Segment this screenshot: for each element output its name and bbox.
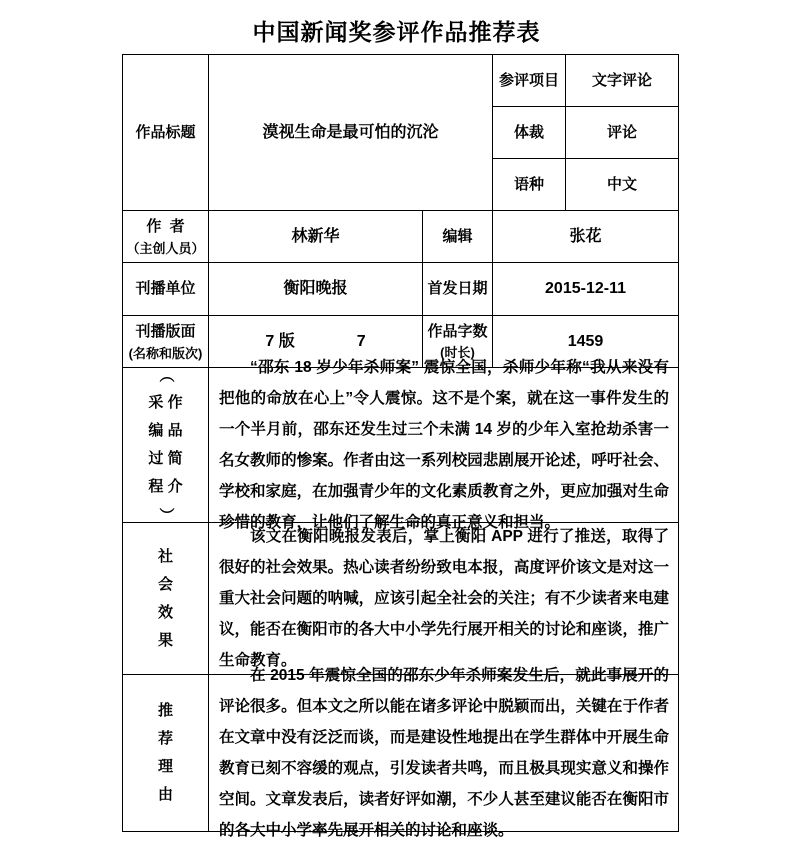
edition-number: 7 bbox=[356, 332, 366, 350]
language-row bbox=[493, 159, 679, 211]
row-recommendation bbox=[123, 667, 679, 839]
vertical-close-bracket: ） bbox=[157, 507, 175, 523]
recommendation-label-char: 理 bbox=[157, 758, 173, 775]
recommendation-label-char: 荐 bbox=[157, 730, 173, 747]
entry-category-row bbox=[493, 55, 679, 107]
work-summary-label-line: 程 介 bbox=[148, 478, 183, 495]
row-publisher bbox=[123, 263, 679, 316]
recommendation-cell bbox=[209, 667, 679, 839]
social-effect-label-char: 社 bbox=[157, 547, 173, 565]
word-count-label-line2: (时长) bbox=[440, 344, 475, 360]
social-effect-cell bbox=[209, 523, 679, 675]
page-title: 中国新闻奖参评作品推荐表 bbox=[252, 19, 541, 45]
recommendation-text: 在 2015 年震惊全国的邵东少年杀师案发生后，就此事展开的评论很多。但本文之所以能在诸多评论中脱颖而出，关键在于作者在文章中没有泛泛而谈，而是建设性地提出在学生群体中开展生命教育已刻不容缓的观点，引发读者共鸣，而且极具现实意义和操作空间。文章发表后，读者好评如潮，不少人甚至建议能否在衡阳市的各大中小学率先展开相关的讨论和座谈。 bbox=[219, 667, 669, 839]
recommendation-label bbox=[123, 675, 209, 832]
edition-name: 7 版 bbox=[265, 332, 295, 350]
entry-meta-subtable bbox=[493, 55, 679, 211]
genre-label: 体裁 bbox=[493, 107, 566, 159]
author-label bbox=[123, 211, 209, 263]
first-publish-date-value: 2015-12-11 bbox=[493, 263, 679, 316]
recommendation-label-char: 由 bbox=[157, 786, 173, 803]
author-value: 林新华 bbox=[209, 211, 423, 263]
vertical-open-bracket: （ bbox=[157, 367, 175, 383]
publisher-value: 衡阳晚报 bbox=[209, 263, 423, 316]
author-label-line1: 作 者 bbox=[146, 217, 185, 235]
edition-label-line1: 刊播版面 bbox=[135, 322, 196, 340]
word-count-value: 1459 bbox=[493, 316, 679, 368]
social-effect-label-char: 果 bbox=[157, 631, 173, 649]
row-social-effect bbox=[123, 523, 679, 675]
social-effect-label-char: 会 bbox=[157, 575, 173, 593]
work-summary-label bbox=[123, 368, 209, 523]
work-summary-label-line: 过 简 bbox=[148, 450, 183, 467]
word-count-label-line1: 作品字数 bbox=[427, 322, 488, 340]
work-title-label: 作品标题 bbox=[123, 55, 209, 211]
social-effect-label-char: 效 bbox=[157, 603, 173, 621]
work-summary-label-line: 采 作 bbox=[148, 394, 183, 411]
editor-value: 张花 bbox=[493, 211, 679, 263]
first-publish-date-label: 首发日期 bbox=[423, 263, 493, 316]
form-table bbox=[122, 54, 679, 839]
work-summary-label-line: 编 品 bbox=[148, 422, 183, 439]
genre-value: 评论 bbox=[566, 107, 679, 159]
language-value: 中文 bbox=[566, 159, 679, 211]
social-effect-label bbox=[123, 523, 209, 675]
publisher-label: 刊播单位 bbox=[123, 263, 209, 316]
row-author bbox=[123, 211, 679, 263]
author-label-line2: （主创人员） bbox=[126, 240, 205, 256]
entry-category-label: 参评项目 bbox=[493, 55, 566, 107]
social-effect-text: 该文在衡阳晚报发表后，掌上衡阳 APP 进行了推送，取得了很好的社会效果。热心读者纷纷致电本报，高度评价该文是对这一重大社会问题的呐喊，应该引起全社会的关注；有不少读者来电建议，能否在衡阳市的各大中小学先行展开相关的讨论和座谈，推广生命教育。 bbox=[219, 528, 669, 669]
genre-row bbox=[493, 107, 679, 159]
work-summary-cell bbox=[209, 359, 679, 531]
edition-label-line2: (名称和版次) bbox=[128, 345, 203, 361]
work-title-value: 漠视生命是最可怕的沉沦 bbox=[209, 55, 493, 211]
language-label: 语种 bbox=[493, 159, 566, 211]
edition-label bbox=[123, 316, 209, 368]
work-summary-text: “邵东 18 岁少年杀师案” 震惊全国，杀师少年称“我从来没有把他的命放在心上”令人震惊。这不是个案，就在这一事件发生的一个半月前，邵东还发生过三个未满 14 岁的少年入室抢劫杀害一名女教师的惨案。作者由这一系列校园悲剧展开论述，呼吁社会、学校和家庭，在加强青少年的文化素质教育之外，更应加强对生命珍惜的教育，让他们了解生命的真正意义和担当。 bbox=[219, 359, 669, 531]
entry-category-value: 文字评论 bbox=[566, 55, 679, 107]
editor-label: 编辑 bbox=[423, 211, 493, 263]
edition-value-parts bbox=[209, 330, 422, 354]
row-work-summary bbox=[123, 359, 679, 531]
row-work-title bbox=[123, 55, 679, 211]
recommendation-label-char: 推 bbox=[157, 702, 173, 719]
